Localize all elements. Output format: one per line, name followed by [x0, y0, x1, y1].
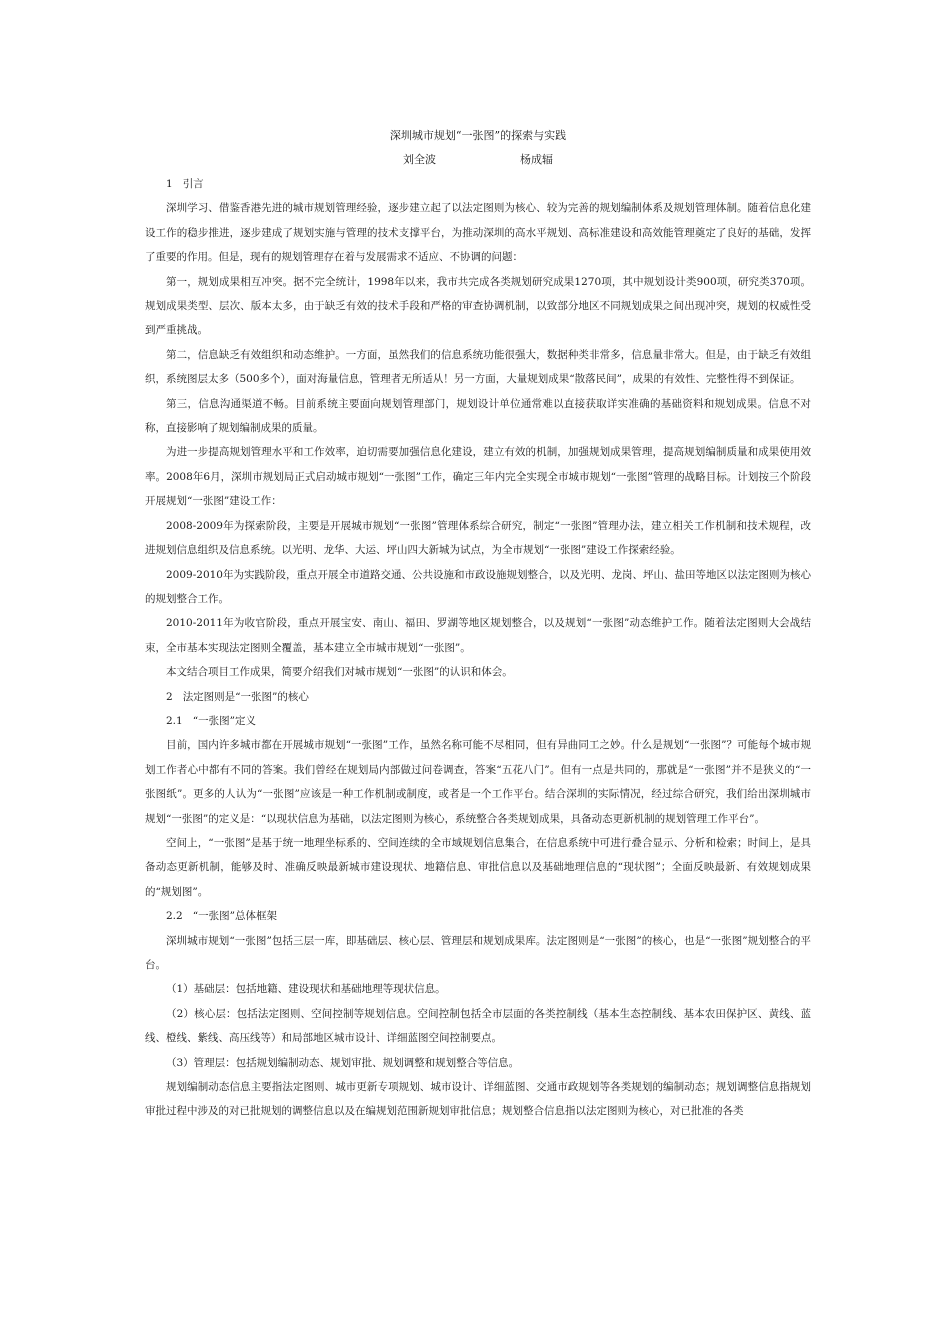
paragraph: 2010-2011年为收官阶段，重点开展宝安、南山、福田、罗湖等地区规划整合，以及规划“一张图”动态维护工作。随着法定图则大会战结束，全市基本实现法定图则全覆盖，基本建立全市城市规划“一张图”。 [145, 617, 811, 654]
section-number: 1 [166, 178, 173, 190]
list-item: （2）核心层：包括法定图则、空间控制等规划信息。空间控制包括全市层面的各类控制线（基本生态控制线、基本农田保护区、黄线、蓝线、橙线、紫线、高压线等）和局部地区城市设计、详细蓝图空间控制要点。 [145, 1007, 811, 1045]
paragraph: 2009-2010年为实践阶段，重点开展全市道路交通、公共设施和市政设施规划整合，以及光明、龙岗、坪山、盐田等地区以法定图则为核心的规划整合工作。 [145, 568, 811, 605]
paragraph: 规划编制动态信息主要指法定图则、城市更新专项规划、城市设计、详细蓝图、交通市政规划等各类规划的编制动态；规划调整信息指规划审批过程中涉及的对已批规划的调整信息以及在编规划范围新规划审批信息；规划整合信息指以法定图则为核心，对已批准的各类 [145, 1081, 811, 1118]
paragraph: 第三，信息沟通渠道不畅。目前系统主要面向规划管理部门，规划设计单位通常难以直接获取详实准确的基础资料和规划成果。信息不对称，直接影响了规划编制成果的质量。 [145, 397, 811, 435]
paragraph: 2008-2009年为探索阶段，主要是开展城市规划“一张图”管理体系综合研究，制定“一张图”管理办法，建立相关工作机制和技术规程，改进规划信息组织及信息系统。以光明、龙华、大运、坪山四大新城为试点，为全市规划“一张图”建设工作探索经验。 [145, 519, 811, 557]
paragraph: 本文结合项目工作成果，简要介绍我们对城市规划“一张图”的认识和体会。 [166, 666, 513, 679]
list-item: （3）管理层：包括规划编制动态、规划审批、规划调整和规划整合等信息。 [166, 1056, 520, 1069]
paragraph: 第二，信息缺乏有效组织和动态维护。一方面，虽然我们的信息系统功能很强大，数据种类非常多，信息量非常大。但是，由于缺乏有效组织，系统图层太多（500多个），面对海量信息，管理者无所适从！另一方面，大量规划成果“散落民间”，成果的有效性、完整性得不到保证。 [145, 348, 811, 386]
section-number: 2 [166, 690, 173, 703]
author-name: 杨成辐 [520, 153, 553, 166]
paragraph: 空间上，“一张图”是基于统一地理坐标系的、空间连续的全市域规划信息集合，在信息系统中可进行叠合显示、分析和检索；时间上，是具备动态更新机制，能够及时、准确反映最新城市建设现状、地籍信息、审批信息以及基础地理信息的“现状图”；全面反映最新、有效规划成果的“规划图”。 [145, 836, 811, 898]
section-title: 引言 [182, 178, 204, 190]
section-title: “一张图”总体框架 [192, 910, 277, 923]
section-number: 2.2 [166, 910, 183, 923]
subsection-heading [145, 904, 811, 928]
author-name: 刘全波 [403, 153, 436, 166]
section-number: 2.1 [166, 714, 183, 727]
section-title: 法定图则是“一张图”的核心 [182, 690, 309, 703]
section-title: “一张图”定义 [192, 714, 256, 727]
paragraph: 第一，规划成果相互冲突。据不完全统计，1998年以来，我市共完成各类规划研究成果1270项，其中规划设计类900项，研究类370项。规划成果类型、层次、版本太多，由于缺乏有效的技术手段和严格的审查协调机制，以致部分地区不同规划成果之间出现冲突，规划的权威性受到严重挑战。 [145, 275, 811, 337]
authors [145, 148, 811, 172]
section-heading [145, 685, 811, 709]
document-page [145, 124, 811, 1124]
subsection-heading [145, 709, 811, 733]
paragraph: 深圳城市规划“一张图”包括三层一库，即基础层、核心层、管理层和规划成果库。法定图则是“一张图”的核心，也是“一张图”规划整合的平台。 [145, 934, 811, 971]
section-heading [145, 172, 811, 196]
paragraph: 目前，国内许多城市都在开展城市规划“一张图”工作，虽然名称可能不尽相同，但有异曲同工之妙。什么是规划“一张图”？可能每个城市规划工作者心中都有不同的答案。我们曾经在规划局内部做过问卷调查，答案“五花八门”。但有一点是共同的，那就是“一张图”并不是狭义的“一张图纸”。更多的人认为“一张图”应该是一种工作机制或制度，或者是一个工作平台。结合深圳的实际情况，经过综合研究，我们给出深圳城市规划“一张图”的定义是：“以现状信息为基础，以法定图则为核心，系统整合各类规划成果，具备动态更新机制的规划管理工作平台”。 [145, 739, 811, 825]
paragraph: 为进一步提高规划管理水平和工作效率，迫切需要加强信息化建设，建立有效的机制，加强规划成果管理，提高规划编制质量和成果使用效率。2008年6月，深圳市规划局正式启动城市规划“一张图”工作，确定三年内完全实现全市城市规划“一张图”管理的战略目标。计划按三个阶段开展规划“一张图”建设工作： [145, 446, 811, 508]
paragraph: 深圳学习、借鉴香港先进的城市规划管理经验，逐步建立起了以法定图则为核心、较为完善的规划编制体系及规划管理体制。随着信息化建设工作的稳步推进，逐步建成了规划实施与管理的技术支撑平台，为推动深圳的高水平规划、高标准建设和高效能管理奠定了良好的基础，发挥了重要的作用。但是，现有的规划管理存在着与发展需求不适应、不协调的问题： [145, 202, 811, 264]
page-title: 深圳城市规划“一张图”的探索与实践 [389, 129, 567, 142]
list-item: （1）基础层：包括地籍、建设现状和基础地理等现状信息。 [166, 983, 446, 996]
